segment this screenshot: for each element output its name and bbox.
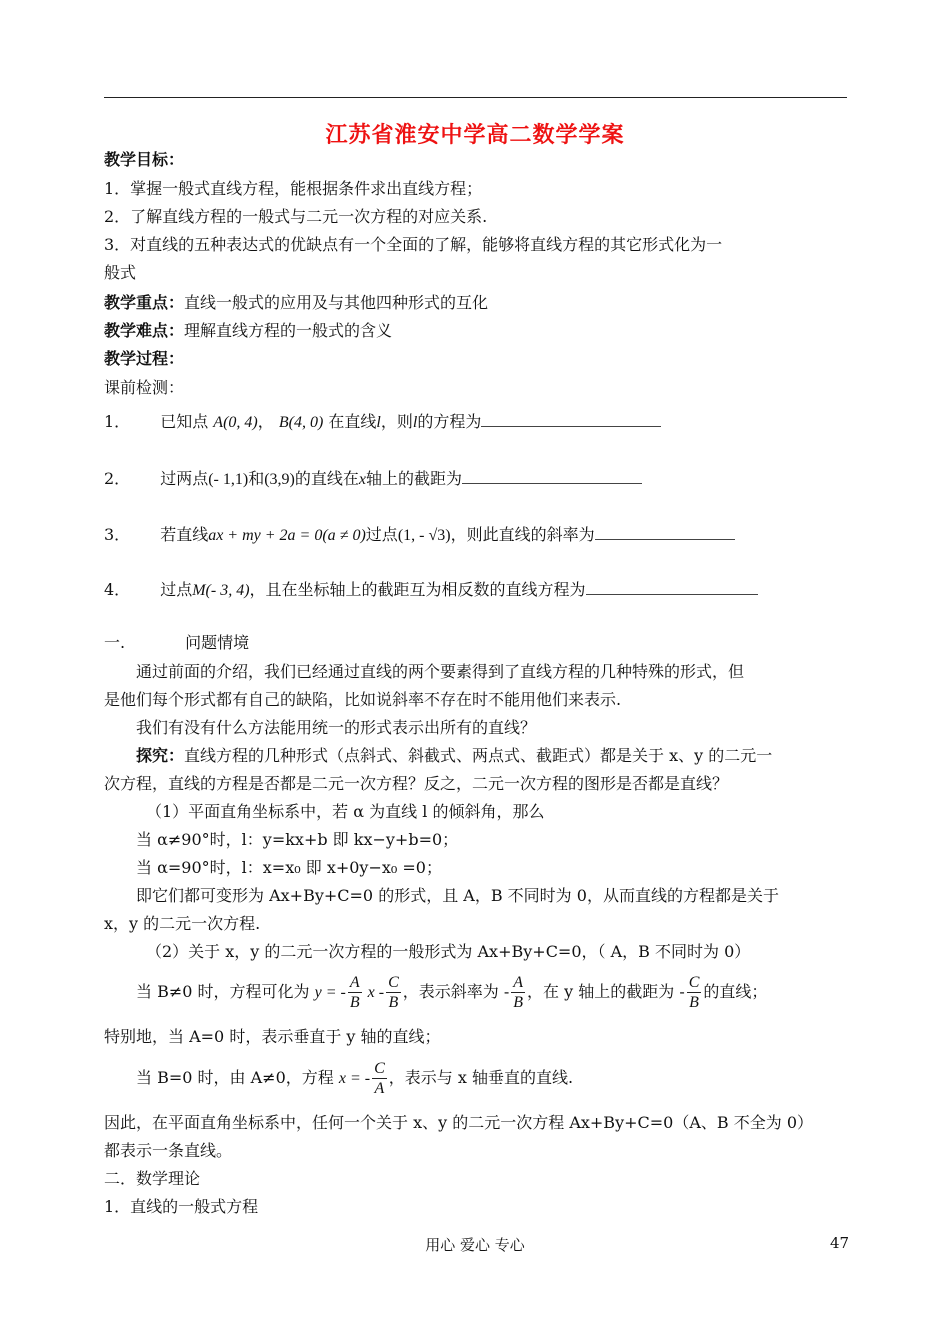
q2-text: 过两点: [160, 469, 209, 488]
fraction-c-over-a: [372, 1059, 387, 1098]
slope-text: ，表示斜率为 -: [402, 982, 510, 1001]
section-1-para-1b: 是他们每个形式都有自己的缺陷，比如说斜率不存在时不能用他们来表示.: [104, 690, 622, 709]
q2-number: 2．: [104, 469, 131, 488]
difficulty: [104, 320, 847, 342]
conclusion-line-2: x，y 的二元一次方程.: [104, 914, 261, 933]
section-1-title: 问题情境: [185, 633, 250, 652]
q3-equation: ax + my + 2a = 0(a ≠ 0): [208, 527, 366, 544]
q1-line-l: l: [376, 414, 381, 431]
frac-den: A: [374, 1080, 385, 1097]
frac-den: B: [349, 994, 360, 1011]
summary-line-1: 因此，在平面直角坐标系中，任何一个关于 x、y 的二元一次方程 Ax+By+C=0（A、B 不全为 0）: [104, 1113, 814, 1132]
q4-number: 4．: [104, 580, 131, 599]
q1-point-b: B(4, 0): [278, 414, 324, 431]
section-1-para-2: 我们有没有什么方法能用统一的形式表示出所有的直线？: [136, 718, 537, 737]
goal-1: 1．掌握一般式直线方程，能根据条件求出直线方程；: [104, 179, 483, 198]
goal-3-cont: 般式: [104, 263, 137, 282]
conclusion-line-1: 即它们都可变形为 Ax+By+C=0 的形式，且 A，B 不同时为 0，从而直线的方程都是关于: [136, 886, 779, 905]
frac-num: C: [688, 974, 700, 991]
key-point: [104, 292, 847, 314]
eq-x-2: x = -: [338, 1070, 371, 1087]
frac-num: A: [513, 974, 524, 991]
pretest-q2: [104, 464, 847, 495]
explore-line-2: 次方程，直线的方程是否都是二元一次方程？反之，二元一次方程的图形是否都是直线？: [104, 774, 729, 793]
fraction-intercept: [687, 973, 702, 1012]
difficulty-text: 理解直线方程的一般式的含义: [184, 321, 393, 340]
q3-answer-blank[interactable]: [595, 523, 735, 540]
q2-axis-x: x: [358, 471, 366, 488]
fraction-c-over-b: [386, 973, 401, 1012]
section-1-heading: [104, 632, 847, 654]
case-1-intro: （1）平面直角坐标系中，若 α 为直线 l 的倾斜角，那么: [146, 802, 545, 821]
q2-text-2: 和: [248, 469, 265, 488]
intercept-text: ，在 y 轴上的截距为 -: [527, 982, 685, 1001]
q3-point: (1, - √3): [397, 527, 451, 544]
q3-text-2: 过点: [365, 525, 398, 544]
frac-den: B: [513, 994, 524, 1011]
q1-text-4: 的方程为: [417, 412, 482, 431]
fraction-a-over-b: [348, 973, 362, 1012]
line-text: 的直线；: [703, 982, 768, 1001]
header-rule: [104, 97, 847, 98]
explore-line-1: [136, 745, 851, 767]
q2-point-2: (3,9): [264, 471, 295, 488]
section-1-number: 一.: [104, 633, 126, 652]
frac-num: C: [374, 1060, 385, 1077]
summary-line-2: 都表示一条直线。: [104, 1141, 233, 1160]
q3-text: 若直线: [160, 525, 209, 544]
q1-number: 1．: [104, 412, 131, 431]
key-point-text: 直线一般式的应用及与其他四种形式的互化: [184, 293, 489, 312]
q1-text-3: ，则: [380, 412, 413, 431]
difficulty-label: 教学难点：: [104, 321, 185, 340]
q1-point-a: A(0, 4): [213, 414, 258, 431]
key-point-label: 教学重点：: [104, 293, 185, 312]
section-2-heading: 二．数学理论: [104, 1169, 201, 1188]
q1-text: 已知点: [160, 412, 209, 431]
document-title: 江苏省淮安中学高二数学学案: [325, 122, 625, 148]
fraction-slope: [511, 973, 525, 1012]
q3-text-3: ，则此直线的斜率为: [450, 525, 595, 544]
goal-2: 2．了解直线方程的一般式与二元一次方程的对应关系.: [104, 207, 488, 226]
q4-point-m: M(- 3, 4): [192, 582, 250, 599]
q1-text-2: 在直线: [328, 412, 377, 431]
b-nonzero-text: 当 B≠0 时，方程可化为: [136, 982, 315, 1001]
frac-num: A: [349, 974, 360, 991]
footer-slogan: 用心 爱心 专心: [425, 1236, 525, 1254]
case-2-intro: （2）关于 x，y 的二元一次方程的一般形式为 Ax+By+C=0，（ A，B 不同时为 0）: [146, 942, 751, 961]
q4-text-2: ，且在坐标轴上的截距互为相反数的直线方程为: [249, 580, 586, 599]
case-1-a: 当 α≠90°时，l：y=kx+b 即 kx−y+b=0；: [136, 830, 459, 849]
pretest-q4: [104, 575, 847, 606]
case-2-b-zero: [136, 1056, 879, 1101]
frac-den: B: [388, 994, 399, 1011]
explore-text-1: 直线方程的几种形式（点斜式、斜截式、两点式、截距式）都是关于 x、y 的二元一: [184, 746, 773, 765]
frac-den: B: [689, 994, 699, 1011]
frac-num: C: [388, 974, 399, 991]
case-2-a-zero: 特别地，当 A=0 时，表示垂直于 y 轴的直线；: [104, 1027, 441, 1046]
explore-label: 探究：: [136, 746, 185, 765]
q2-text-3: 的直线在: [294, 469, 359, 488]
case-2-b-nonzero: [136, 970, 851, 1015]
q2-point-1: (- 1,1): [208, 471, 249, 488]
eq-x: x -: [363, 984, 385, 1001]
section-2-item-1: 1．直线的一般式方程: [104, 1197, 259, 1216]
q1-line-l-2: l: [412, 414, 418, 431]
q1-answer-blank[interactable]: [481, 410, 661, 427]
q4-text: 过点: [160, 580, 193, 599]
goal-3: 3．对直线的五种表达式的优缺点有一个全面的了解，能够将直线方程的其它形式化为一: [104, 235, 723, 254]
b-zero-text: 当 B=0 时，由 A≠0，方程: [136, 1068, 339, 1087]
b-zero-text-2: ，表示与 x 轴垂直的直线.: [388, 1068, 574, 1087]
pretest-heading: 课前检测：: [104, 378, 185, 397]
pretest-q3: [104, 520, 847, 551]
eq-y: y = -: [314, 984, 346, 1001]
process-heading: 教学过程：: [104, 349, 185, 368]
page-number: 47: [830, 1234, 850, 1252]
q1-comma: ，: [257, 412, 274, 431]
q4-answer-blank[interactable]: [586, 578, 758, 595]
q3-number: 3．: [104, 525, 131, 544]
q2-text-4: 轴上的截距为: [365, 469, 462, 488]
goals-heading: 教学目标：: [104, 150, 185, 169]
case-1-b: 当 α=90°时，l：x=x₀ 即 x+0y−x₀ =0；: [136, 858, 442, 877]
section-1-para-1a: 通过前面的介绍，我们已经通过直线的两个要素得到了直线方程的几种特殊的形式，但: [136, 662, 745, 681]
q2-answer-blank[interactable]: [462, 467, 642, 484]
pretest-q1: [104, 407, 847, 438]
